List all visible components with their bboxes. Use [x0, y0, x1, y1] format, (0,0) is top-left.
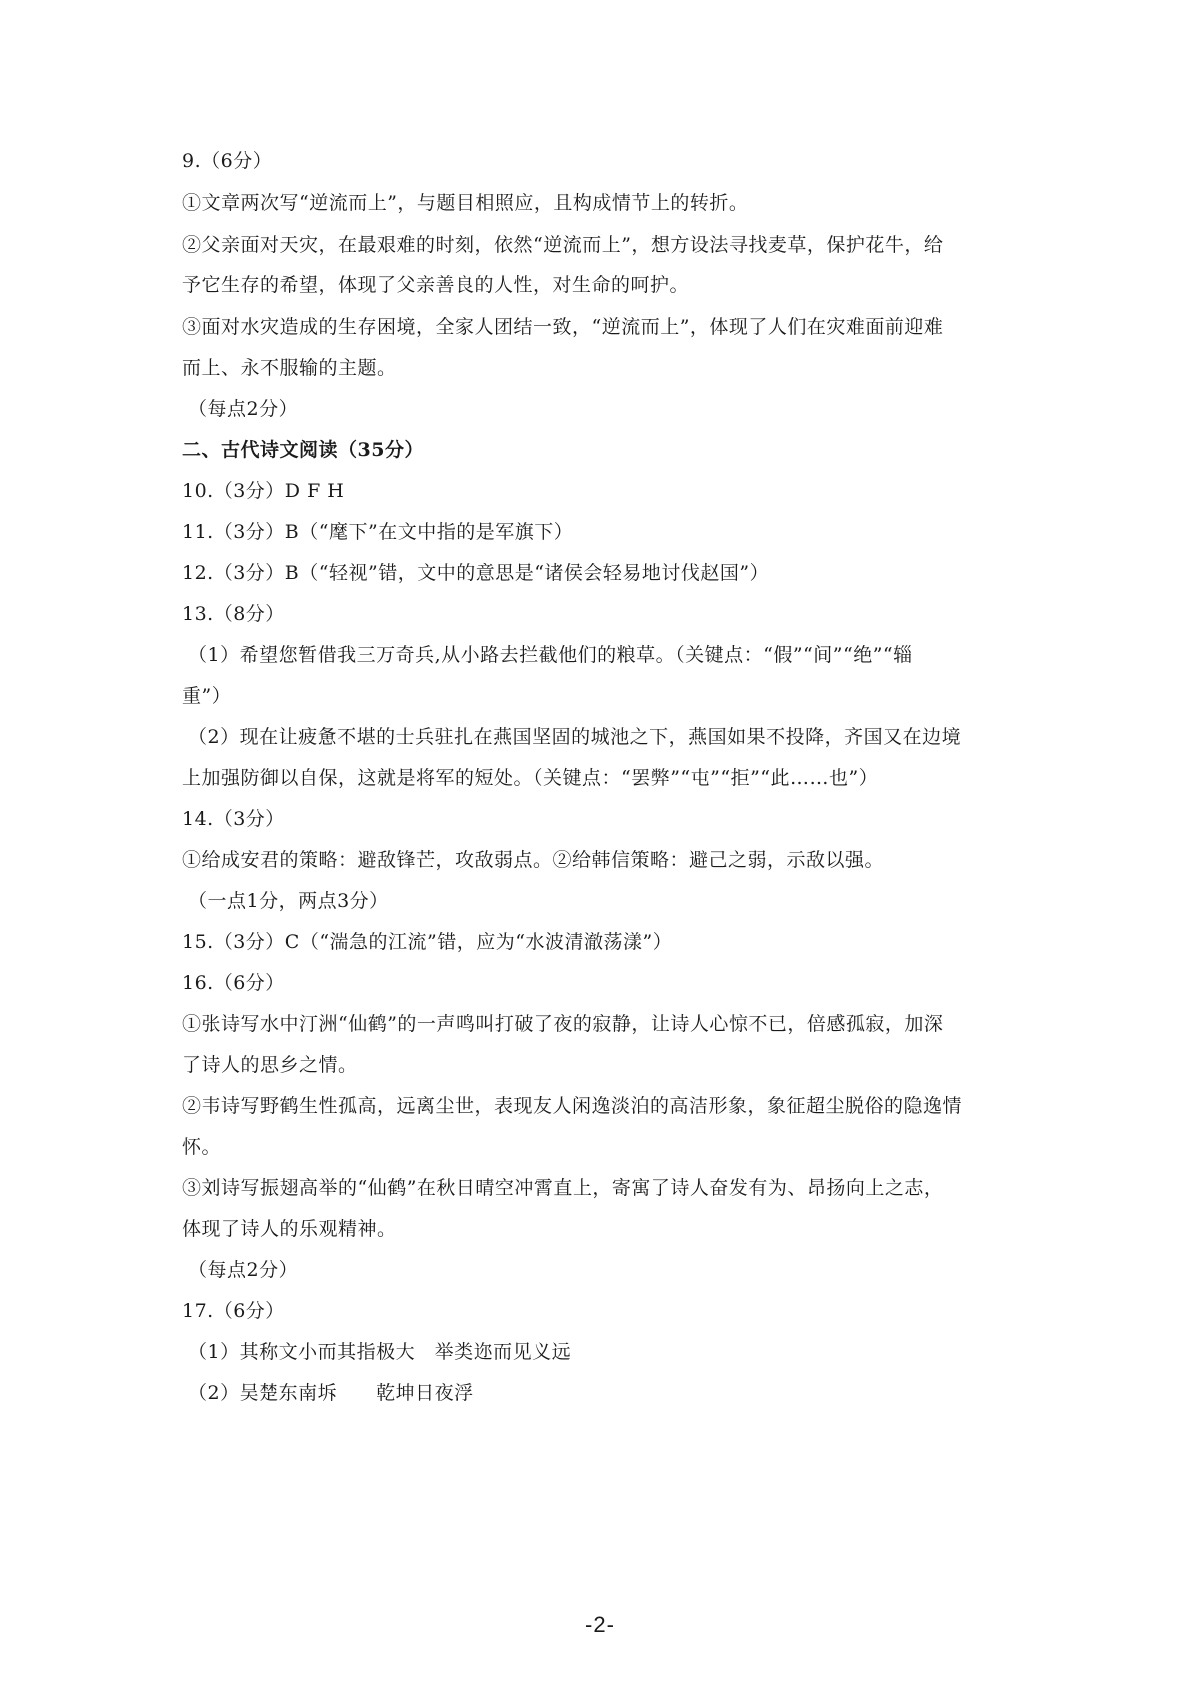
answer-line: ②韦诗写野鹤生性孤高，远离尘世，表现友人闲逸淡泊的高洁形象，象征超尘脱俗的隐逸情	[182, 1095, 963, 1117]
answer-line: ③面对水灾造成的生存困境，全家人团结一致，“逆流而上”，体现了人们在灾难面前迎难	[182, 316, 944, 338]
answer-line: （2）现在让疲惫不堪的士兵驻扎在燕国坚固的城池之下，燕国如果不投降，齐国又在边境	[188, 726, 962, 748]
answer-line: 怀。	[182, 1136, 222, 1158]
question-14-heading: 14.（3分）	[182, 808, 285, 830]
scoring-note: （每点2分）	[188, 1259, 299, 1281]
section-heading: 二、古代诗文阅读（35分）	[182, 439, 424, 461]
page-number: -2-	[585, 1612, 615, 1637]
question-12-answer: 12.（3分）B（“轻视”错，文中的意思是“诸侯会轻易地讨伐赵国”）	[182, 562, 770, 584]
answer-line: 上加强防御以自保，这就是将军的短处。（关键点：“罢弊”“屯”“拒”“此……也”）	[182, 767, 879, 789]
question-15-answer: 15.（3分）C（“湍急的江流”错，应为“水波清澈荡漾”）	[182, 931, 673, 953]
scoring-note: （一点1分，两点3分）	[188, 890, 389, 912]
answer-line: （2）吴楚东南坼 乾坤日夜浮	[188, 1382, 474, 1404]
question-13-heading: 13.（8分）	[182, 603, 285, 625]
scoring-note: （每点2分）	[188, 398, 299, 420]
answer-line: ①张诗写水中汀洲“仙鹤”的一声鸣叫打破了夜的寂静，让诗人心惊不已，倍感孤寂，加深	[182, 1013, 944, 1035]
question-16-heading: 16.（6分）	[182, 972, 285, 994]
answer-line: ②父亲面对天灾，在最艰难的时刻，依然“逆流而上”，想方设法寻找麦草，保护花牛，给	[182, 234, 944, 256]
question-17-heading: 17.（6分）	[182, 1300, 285, 1322]
question-10-answer: 10.（3分）D F H	[182, 480, 345, 502]
answer-line: 了诗人的思乡之情。	[182, 1054, 358, 1076]
answer-line: 予它生存的希望，体现了父亲善良的人性，对生命的呵护。	[182, 274, 690, 296]
answer-line: 体现了诗人的乐观精神。	[182, 1218, 397, 1240]
question-9-heading: 9.（6分）	[182, 150, 273, 172]
question-11-answer: 11.（3分）B（“麾下”在文中指的是军旗下）	[182, 521, 574, 543]
answer-line: ③刘诗写振翅高举的“仙鹤”在秋日晴空冲霄直上，寄寓了诗人奋发有为、昂扬向上之志，	[182, 1177, 944, 1199]
answer-line: ①给成安君的策略：避敌锋芒，攻敌弱点。②给韩信策略：避己之弱，示敌以强。	[182, 849, 885, 871]
answer-line: 而上、永不服输的主题。	[182, 357, 397, 379]
answer-line: （1）其称文小而其指极大 举类迩而见义远	[188, 1341, 572, 1363]
answer-line: ①文章两次写“逆流而上”，与题目相照应，且构成情节上的转折。	[182, 192, 749, 214]
answer-line: （1）希望您暂借我三万奇兵,从小路去拦截他们的粮草。（关键点：“假”“间”“绝”“辎	[188, 644, 913, 666]
answer-line: 重”）	[182, 685, 232, 707]
